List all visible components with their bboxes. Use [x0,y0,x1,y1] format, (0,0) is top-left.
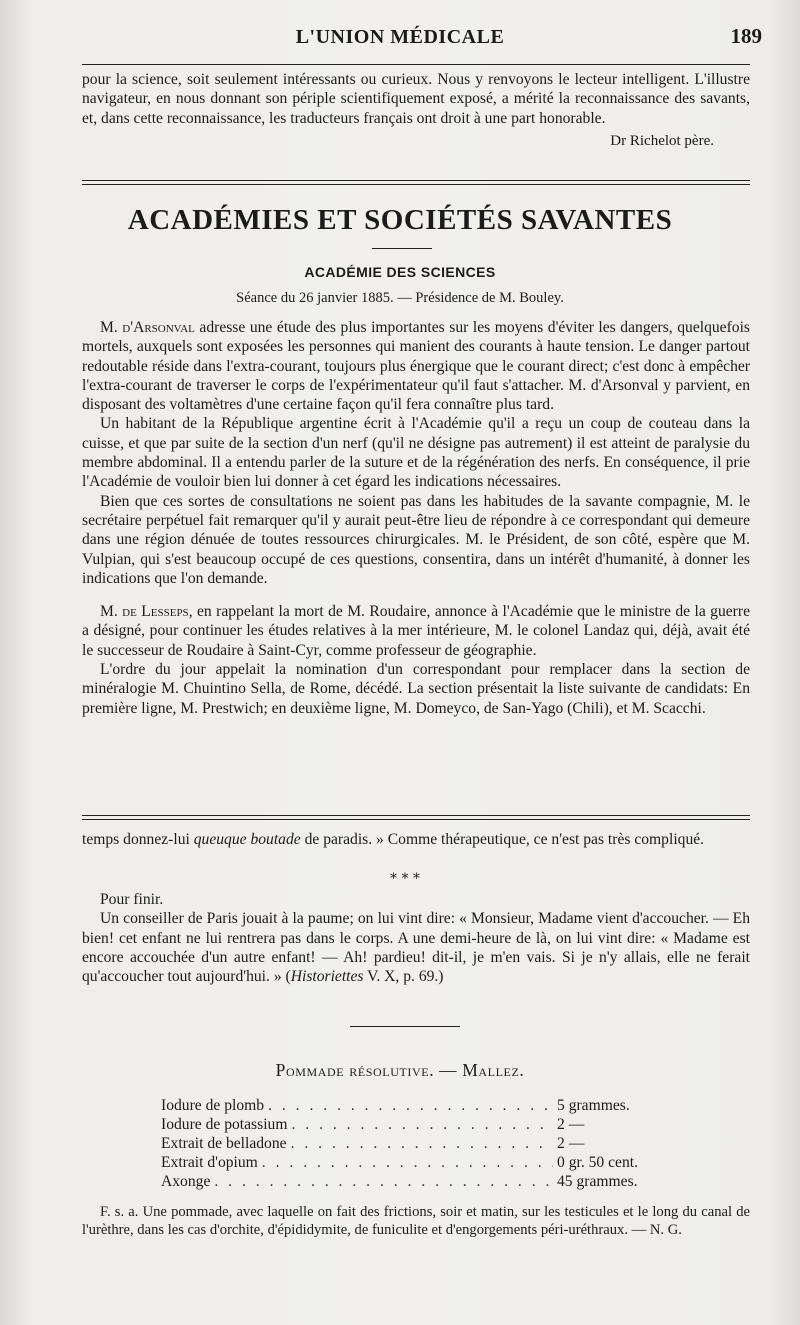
report-paragraph-1: M. d'Arsonval adresse une étude des plus importantes sur les moyens d'éviter les dangers, quelquefois mortels, auxquels sont exposées les personnes qui manient des courants à haute tension. Le danger partout redoutable réside dans l'extra-courant, toujours plus énergique que le courant direct; c'est donc à empêcher l'extra-courant de traverser le corps de l'expérimentateur qu'il faut s'attacher. M. d'Arsonval y parvient, en disposant des voltamètres d'une certaine façon qu'il fera connaître plus tard. [82,319,750,414]
session-line: Séance du 26 janvier 1885. — Présidence de M. Bouley. [236,290,564,306]
anecdote-paragraph: Un conseiller de Paris jouait à la paume; on lui vint dire: « Monsieur, Madame vient d'accoucher. — Eh bien! cet enfant ne lui rentrera pas dans le corps. A une demi-heure de là, on lui vint dire: « Madame est encore accouchée d'un autre enfant! — Ah! pardieu! dit-il, je m'en vais. Si je n'y allais, elle ne ferait qu'accoucher tout aujourd'hui. » (Historiettes V. X, p. 69.) [82,910,750,986]
ingredient-row: Extrait d'opium . . . 0 gr. 50 cent. [161,1154,661,1173]
header-rule [82,64,750,65]
report-paragraph-2: Un habitant de la République argentine écrit à l'Académie qu'il a reçu un coup de couteau dans la cuisse, et que par suite de la section d'un nerf (qu'il ne désigne pas autrement) il est atteint de paralysie du membre abdominal. Il a entendu parler de la suture et de la régénération des nerfs. En conséquence, il prie l'Académie de vouloir bien lui donner à cet égard les indications nécessaires. [82,415,750,491]
recipe-note-section [82,1203,750,1239]
recipe-title: Pommade résolutive. — Mallez. [275,1060,525,1080]
report-paragraph-3: Bien que ces sortes de consultations ne soient pas dans les habitudes de la savante compagnie, M. le secrétaire perpétuel fait remarquer qu'il y aurait peut-être lieu de répondre à ce correspondant qui demeure dans une région dénuée de toutes ressources chirurgicales. M. le Président, de son côté, espère que M. Vulpian, qui s'est beaucoup occupé de ces questions, consentira, dans un intérêt d'humanité, à donner les indications que l'on demande. [82,492,750,587]
section-divider [82,180,750,185]
section-heading: ACADÉMIES ET SOCIÉTÉS SAVANTES [127,204,673,236]
academy-report [82,318,750,718]
top-section [82,70,750,151]
paragraph-lead-name: M. d'Arsonval [100,319,195,336]
lower-section [82,830,750,849]
academy-heading: ACADÉMIE DES SCIENCES [304,264,496,280]
running-header-title: L'UNION MÉDICALE [295,26,505,48]
asterism-separator: * * * [390,871,420,887]
heading-short-rule [372,248,432,249]
recipe-ingredients [161,1097,661,1192]
recipe-note: F. s. a. Une pommade, avec laquelle on fait des frictions, soir et matin, sur les testicules et le long du canal de l'urèthre, dans les cas d'orchite, d'épididymite, de funiculite et d'engorgements péri-uréthraux. — N. G. [82,1204,750,1238]
feuilleton-divider [82,815,750,820]
anecdote-section [82,890,750,986]
ingredient-row: Extrait de belladone . . . 2 — [161,1135,661,1154]
ingredient-row: Iodure de plomb . . . 5 grammes. [161,1097,661,1116]
continued-paragraph: temps donnez-lui queuque boutade de paradis. » Comme thérapeutique, ce n'est pas très compliqué. [82,831,705,848]
page-number: 189 [730,24,762,48]
report-paragraph-4: M. de Lesseps, en rappelant la mort de M. Roudaire, annonce à l'Académie que le ministre de la guerre a désigné, pour continuer les études relatives à la mer intérieure, M. le colonel Landaz qui, déjà, avait été le successeur de Roudaire à Saint-Cyr, comme professeur de géographie. [82,603,750,659]
recipe-short-rule [350,1026,460,1027]
author-signature: Dr Richelot père. [610,132,714,149]
paragraph-lead-name: M. de Lesseps [100,603,189,621]
closing-paragraph: pour la science, soit seulement intéressants ou curieux. Nous y renvoyons le lecteur intelligent. L'illustre navigateur, en nous donnant son périple scientifiquement exposé, a mérité la reconnaissance des savants, et, dans cette reconnaissance, les traducteurs français ont droit à une part honorable. [82,71,750,127]
ingredient-row: Iodure de potassium . . . 2 — [161,1116,661,1135]
pour-finir-line: Pour finir. [100,891,164,908]
ingredient-row: Axonge . . . 45 grammes. [161,1173,661,1192]
report-paragraph-5: L'ordre du jour appelait la nomination d'un correspondant pour remplacer dans la section de minéralogie M. Chuintino Sella, de Rome, décédé. La section présentait la liste suivante de candidats: En première ligne, M. Prestwich; en deuxième ligne, M. Domeyco, de San-Yago (Chili), et M. Scacchi. [82,661,750,717]
